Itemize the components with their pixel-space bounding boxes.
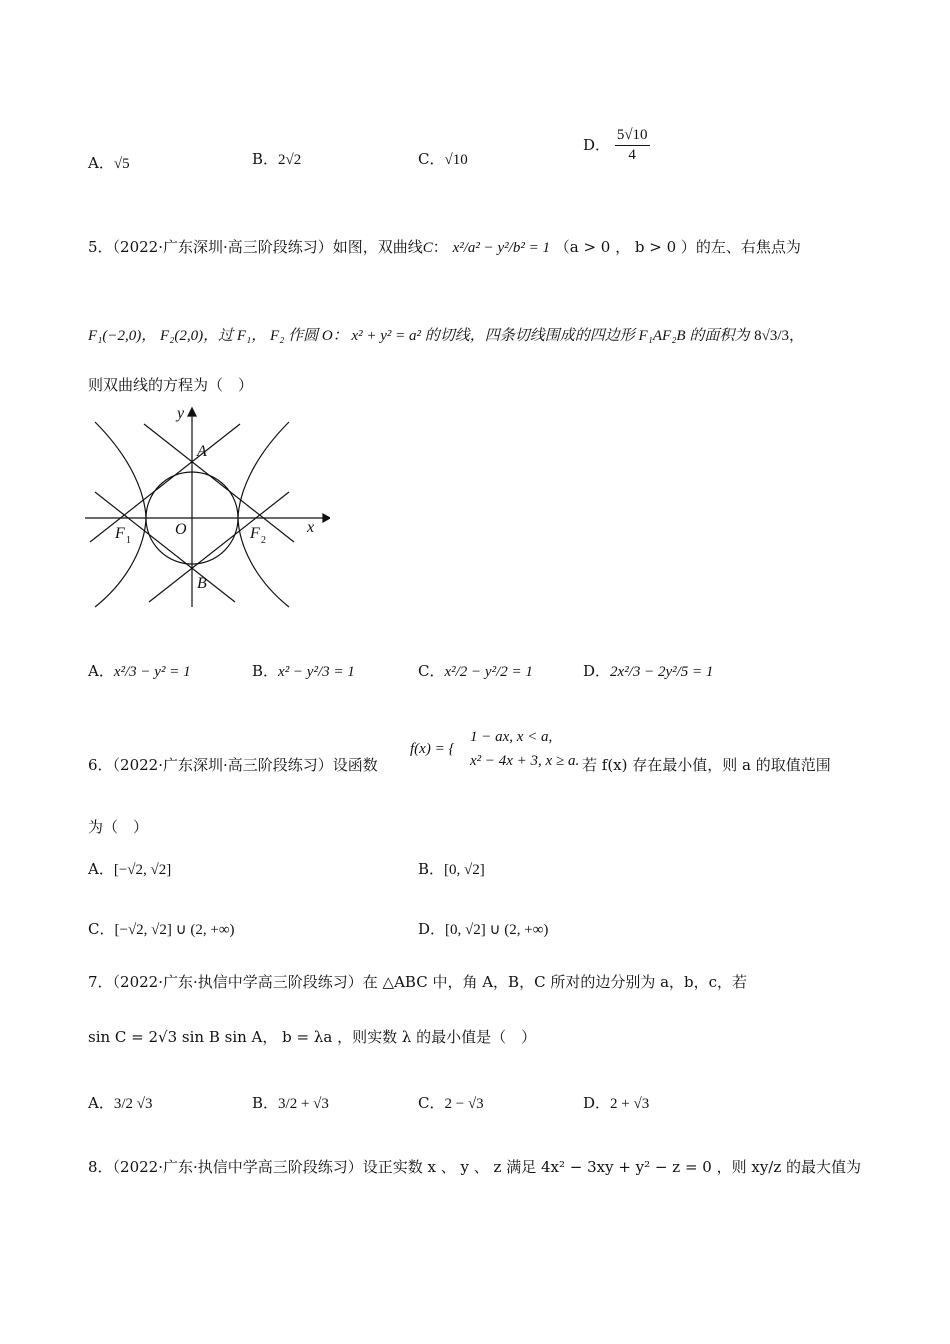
q7-option-b: B．3/2 + √3: [252, 1094, 329, 1112]
hyperbola-left-branch: [95, 422, 146, 607]
q6-stem-line3: 为（ ）: [88, 818, 149, 836]
label-b: B: [197, 575, 207, 592]
q5-stem-line2: F₁(−2,0)， F₂(2,0)，过 F₁， F₂ 作圆 O： x² + y² = a² 的切线，四条切线围成的四边形 F₁AF₂B 的面积为 8√3/3，: [88, 326, 805, 344]
tangent-line-3: [149, 492, 289, 602]
label-f1: F: [115, 525, 125, 542]
q5-option-b: B．x² − y²/3 = 1: [252, 662, 355, 680]
label-f1-sub: 1: [126, 535, 131, 546]
q5-stem-line1: 5．（2022·广东深圳·高三阶段练习）如图，双曲线C： x²/a² − y²/b² = 1 （a > 0 ， b > 0 ）的左、右焦点为: [88, 238, 801, 256]
q6-stem-line1: 6．（2022·广东深圳·高三阶段练习）设函数: [88, 756, 378, 774]
label-y: y: [177, 405, 185, 422]
q6-option-a: A．[−√2, √2]: [88, 860, 172, 878]
label-f2-sub: 2: [261, 535, 266, 546]
q7-option-c: C．2 − √3: [418, 1094, 484, 1112]
hyperbola-right-branch: [238, 422, 289, 607]
label-o: O: [175, 521, 187, 538]
label-f2: F: [250, 525, 260, 542]
q7-stem-line2: sin C = 2√3 sin B sin A， b = λa ，则实数 λ 的最小值是（ ）: [88, 1028, 537, 1046]
q4-option-d: D． $\frac{5√10}{4}$: [583, 127, 648, 163]
q6-stem-line2: 若 f(x) 存在最小值，则 a 的取值范围: [582, 756, 831, 774]
q4-option-a: A．√5: [88, 154, 130, 172]
q7-stem-line1: 7．（2022·广东·执信中学高三阶段练习）在 △ABC 中，角 A，B，C 所对的边分别为 a，b，c，若: [88, 973, 748, 991]
q5-option-c: C．x²/2 − y²/2 = 1: [418, 662, 533, 680]
q5-option-a: A．x²/3 − y² = 1: [88, 662, 191, 680]
label-a: A: [197, 443, 207, 460]
q6-option-c: C．[−√2, √2] ∪ (2, +∞): [88, 920, 235, 938]
q4-option-c: C．√10: [418, 150, 468, 168]
q7-option-a: A．3/2 √3: [88, 1094, 153, 1112]
q8-stem: 8．（2022·广东·执信中学高三阶段练习）设正实数 x 、 y 、 z 满足 4x² − 3xy + y² − z = 0 ，则 xy/z 的最大值为: [88, 1158, 862, 1176]
q5-stem-line3: 则双曲线的方程为（ ）: [88, 376, 254, 394]
q5-option-d: D．2x²/3 − 2y²/5 = 1: [583, 662, 714, 680]
q4-option-b: B．2√2: [252, 150, 302, 168]
q6-option-b: B．[0, √2]: [418, 860, 485, 878]
q7-option-d: D．2 + √3: [583, 1094, 650, 1112]
tangent-line-1: [95, 492, 235, 602]
label-x: x: [307, 519, 315, 536]
q6-option-d: D．[0, √2] ∪ (2, +∞): [418, 920, 549, 938]
hyperbola-figure: [85, 402, 330, 612]
x-axis-arrow: [323, 514, 330, 522]
y-axis-arrow: [188, 408, 196, 416]
